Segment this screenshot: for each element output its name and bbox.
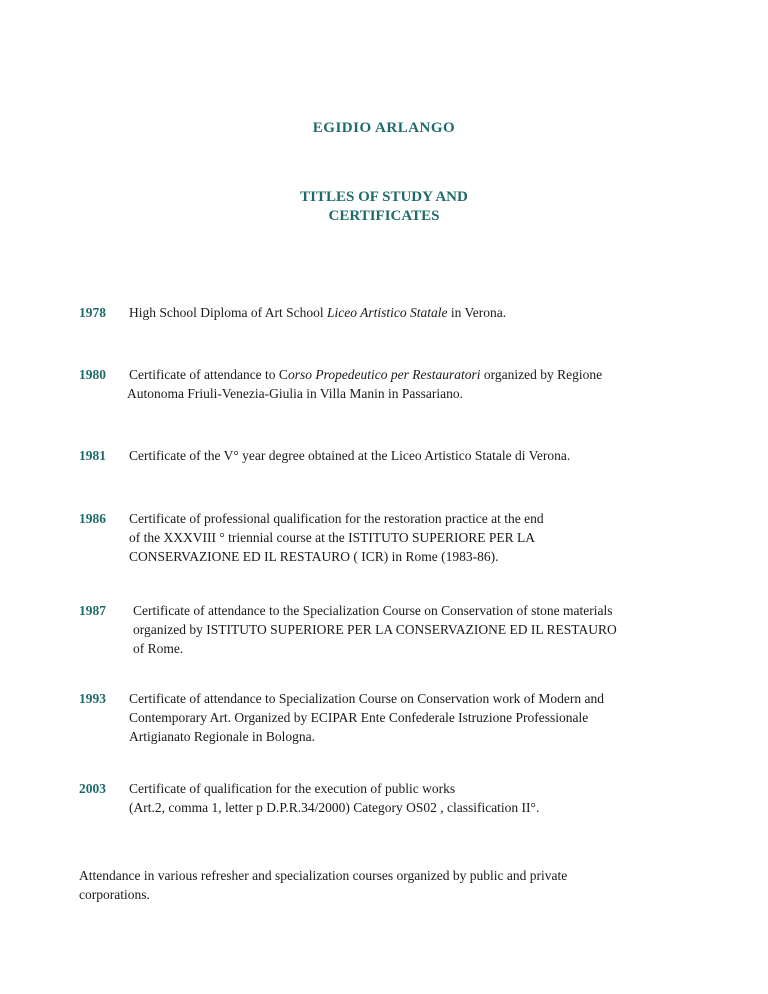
entry-line: Certificate of attendance to Specialization Course on Conservation work of Modern and xyxy=(129,691,604,706)
entry-line: (Art.2, comma 1, letter p D.P.R.34/2000) Category OS02 , classification II°. xyxy=(129,800,540,815)
entry-text xyxy=(129,303,506,322)
entry-line: Contemporary Art. Organized by ECIPAR Ente Confederale Istruzione Professionale xyxy=(129,710,589,725)
footer-note xyxy=(79,866,679,904)
entry-line xyxy=(129,303,506,322)
section-title xyxy=(0,188,768,226)
entry-year: 1978 xyxy=(79,305,106,320)
entry-line: CONSERVAZIONE ED IL RESTAURO ( ICR) in Rome (1983-86). xyxy=(129,549,499,564)
footer-note-line-2: corporations. xyxy=(79,887,150,902)
entry-line: Certificate of the V° year degree obtained at the Liceo Artistico Statale di Verona. xyxy=(129,448,571,463)
entry-line: of Rome. xyxy=(133,641,184,656)
footer-note-line-1: Attendance in various refresher and specialization courses organized by public and private xyxy=(79,868,568,883)
entry-line xyxy=(129,365,602,384)
entry-text-segment: in Verona. xyxy=(447,305,507,320)
entry-text xyxy=(129,779,539,817)
entry-year: 2003 xyxy=(79,781,106,796)
entry-line: Autonoma Friuli-Venezia-Giulia in Villa Manin in Passariano. xyxy=(127,386,464,401)
entry-year: 1986 xyxy=(79,511,106,526)
entry-year: 1987 xyxy=(79,603,106,618)
person-name: EGIDIO ARLANGO xyxy=(312,120,456,136)
entry-text xyxy=(129,509,544,566)
entry-text-segment: High School Diploma of Art School xyxy=(129,305,327,320)
entry-line: Certificate of professional qualification for the restoration practice at the end xyxy=(129,511,544,526)
entry-text-italic: Liceo Artistico Statale xyxy=(327,305,448,320)
entry-text-italic: orso Propedeutico per Restauratori xyxy=(287,367,481,382)
entry-line: of the XXXVIII ° triennial course at the ISTITUTO SUPERIORE PER LA xyxy=(129,530,535,545)
entry-text xyxy=(129,365,602,403)
entry-line: Artigianato Regionale in Bologna. xyxy=(129,729,315,744)
entry-text xyxy=(133,601,617,658)
section-title-line-2: CERTIFICATES xyxy=(328,208,440,224)
entry-text xyxy=(129,689,604,746)
entry-year: 1981 xyxy=(79,448,106,463)
entry-text-segment: organized by Regione xyxy=(480,367,603,382)
section-title-line-1: TITLES OF STUDY AND xyxy=(300,189,468,205)
entry-line: Certificate of qualification for the execution of public works xyxy=(129,781,456,796)
entry-line: Certificate of attendance to the Specialization Course on Conservation of stone materials xyxy=(133,603,613,618)
entry-text-segment: Certificate of attendance to C xyxy=(129,367,288,382)
entry-year: 1980 xyxy=(79,367,106,382)
entry-line: organized by ISTITUTO SUPERIORE PER LA CONSERVAZIONE ED IL RESTAURO xyxy=(133,622,617,637)
entry-year: 1993 xyxy=(79,691,106,706)
entry-text xyxy=(129,446,570,465)
